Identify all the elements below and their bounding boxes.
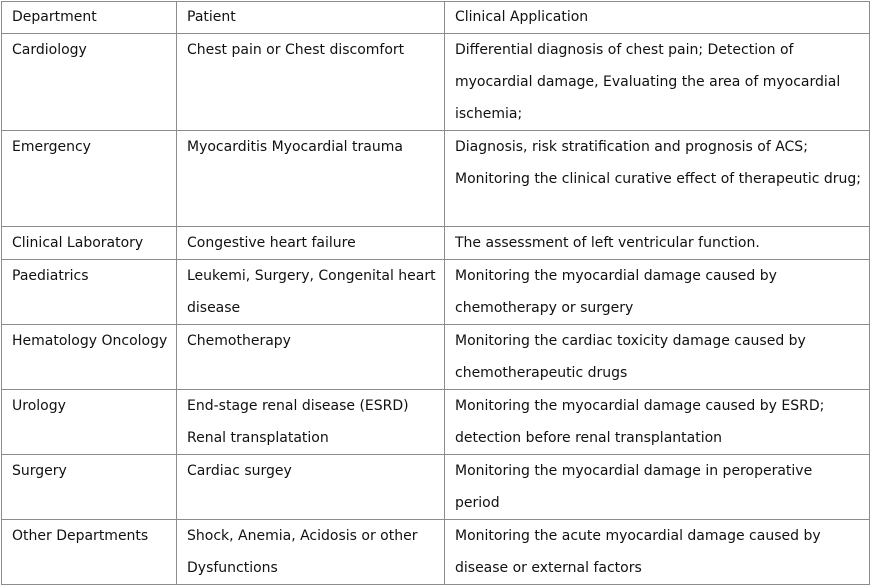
- table-row: [2, 227, 870, 260]
- application-cell: Monitoring the myocardial damage caused by ESRD; detection before renal transplantation: [445, 390, 870, 455]
- department-cell: Paediatrics: [2, 260, 177, 325]
- patient-cell: Congestive heart failure: [177, 227, 445, 260]
- table-row: [2, 520, 870, 585]
- application-cell: Diagnosis, risk stratification and prognosis of ACS; Monitoring the clinical curative effect of therapeutic drug;: [445, 131, 870, 227]
- application-cell: Monitoring the cardiac toxicity damage caused by chemotherapeutic drugs: [445, 325, 870, 390]
- application-cell: Monitoring the myocardial damage in peroperative period: [445, 455, 870, 520]
- table-row: [2, 455, 870, 520]
- table-row: [2, 34, 870, 131]
- patient-cell: Cardiac surgey: [177, 455, 445, 520]
- header-department: Department: [2, 2, 177, 34]
- table-row: [2, 260, 870, 325]
- table-row: [2, 325, 870, 390]
- header-clinical-application: Clinical Application: [445, 2, 870, 34]
- department-cell: Urology: [2, 390, 177, 455]
- patient-cell: Leukemi, Surgery, Congenital heart disease: [177, 260, 445, 325]
- patient-cell: Chemotherapy: [177, 325, 445, 390]
- application-cell: Differential diagnosis of chest pain; Detection of myocardial damage, Evaluating the area of myocardial ischemia;: [445, 34, 870, 131]
- department-cell: Other Departments: [2, 520, 177, 585]
- application-cell: Monitoring the myocardial damage caused by chemotherapy or surgery: [445, 260, 870, 325]
- patient-cell: End-stage renal disease (ESRD) Renal transplatation: [177, 390, 445, 455]
- patient-cell: Shock, Anemia, Acidosis or other Dysfunctions: [177, 520, 445, 585]
- department-cell: Emergency: [2, 131, 177, 227]
- patient-cell: Chest pain or Chest discomfort: [177, 34, 445, 131]
- application-cell: Monitoring the acute myocardial damage caused by disease or external factors: [445, 520, 870, 585]
- clinical-application-table: [1, 1, 870, 585]
- table-row: [2, 131, 870, 227]
- application-cell: The assessment of left ventricular function.: [445, 227, 870, 260]
- department-cell: Cardiology: [2, 34, 177, 131]
- header-patient: Patient: [177, 2, 445, 34]
- department-cell: Surgery: [2, 455, 177, 520]
- header-row: [2, 2, 870, 34]
- department-cell: Hematology Oncology: [2, 325, 177, 390]
- patient-cell: Myocarditis Myocardial trauma: [177, 131, 445, 227]
- department-cell: Clinical Laboratory: [2, 227, 177, 260]
- table-row: [2, 390, 870, 455]
